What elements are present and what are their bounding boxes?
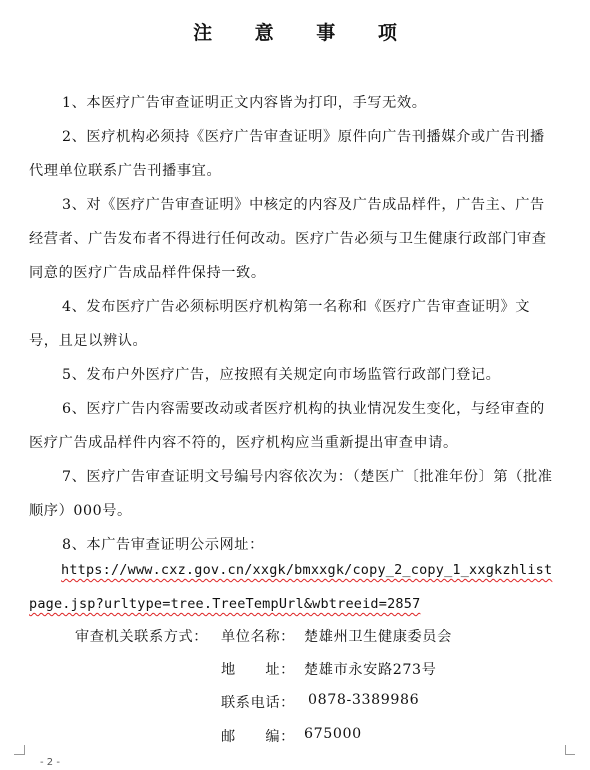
phone-value: 0878-3389986 [308,692,420,708]
notice-item-1: 1、本医疗广告审查证明正文内容皆为打印，手写无效。 [62,95,427,111]
address-value: 楚雄市永安路273号 [304,662,437,678]
url-line-1[interactable]: https://www.cxz.gov.cn/xxgk/bmxxgk/copy_2_copy_1_xxgkzhlist [61,562,553,578]
phone-label: 联系电话： [221,695,295,711]
notice-item-2: 2、医疗机构必须持《医疗广告审查证明》原件向广告刊播媒介或广告刊播代理单位联系广告刊播事宜。 [29,129,545,179]
crop-mark-right-horizontal [565,754,575,756]
postcode-label: 邮 编： [221,729,295,745]
notice-item-8: 8、本广告审查证明公示网址： [62,537,264,553]
notice-item-5: 5、发布户外医疗广告，应按照有关规定向市场监管行政部门登记。 [62,367,501,383]
crop-mark-left-horizontal [14,754,24,756]
url-line-2[interactable]: page.jsp?urltype=tree.TreeTempUrl&wbtreeid=2857 [29,596,421,612]
notice-item-7: 7、医疗广告审查证明文号编号内容依次为：（楚医广〔批准年份〕第（批准顺序）000号。 [29,469,553,519]
postcode-value: 675000 [304,726,362,742]
address-label: 地 址： [221,662,295,678]
notice-item-6: 6、医疗广告内容需要改动或者医疗机构的执业情况发生变化，与经审查的医疗广告成品样件内容不符的，医疗机构应当重新提出审查申请。 [29,401,545,451]
notice-item-3: 3、对《医疗广告审查证明》中核定的内容及广告成品样件，广告主、广告经营者、广告发布者不得进行任何改动。医疗广告必须与卫生健康行政部门审查同意的医疗广告成品样件保持一致。 [29,197,547,281]
notice-item-4: 4、发布医疗广告必须标明医疗机构第一名称和《医疗广告审查证明》文号，且足以辨认。 [29,299,531,349]
unit-label: 单位名称： [221,629,295,645]
contact-heading: 审查机关联系方式： [75,629,209,645]
page-title: 注 意 事 项 [193,22,415,44]
unit-value: 楚雄州卫生健康委员会 [304,629,452,645]
page-number: - 2 - [40,757,60,768]
